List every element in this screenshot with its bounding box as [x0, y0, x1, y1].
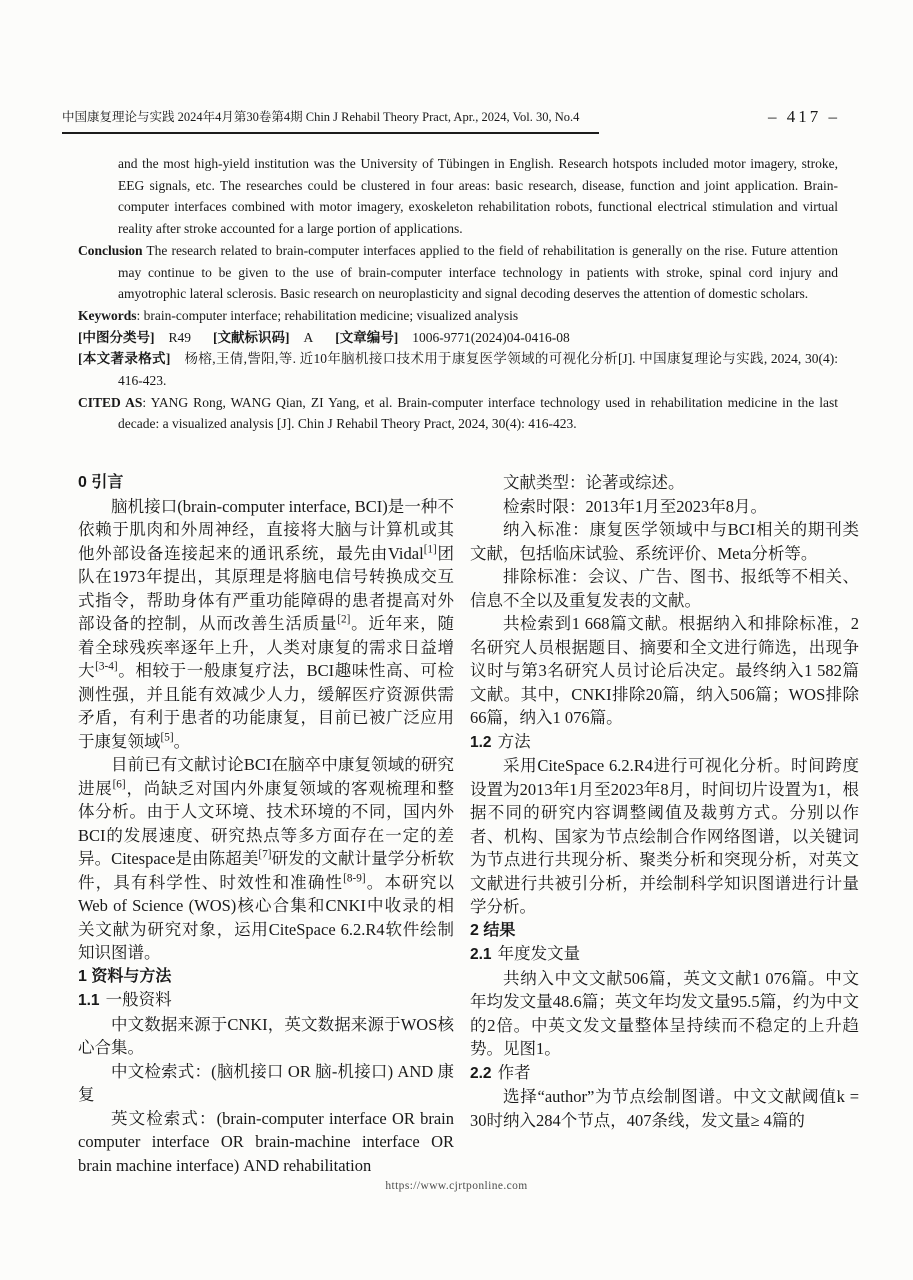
- heading-title: 一般资料: [105, 990, 172, 1009]
- doc-code-value: A: [303, 329, 314, 345]
- keywords-label: Keywords: [78, 307, 137, 323]
- heading-number: 2.2: [470, 1064, 492, 1082]
- heading-title: 作者: [497, 1062, 531, 1082]
- front-matter: [78, 153, 838, 435]
- heading-materials-methods: 1 资料与方法: [78, 967, 172, 985]
- keywords-text: : brain-computer interface; rehabilitation medicine; visualized analysis: [136, 307, 519, 323]
- running-head: [62, 109, 599, 134]
- footer-url: https://www.cjrtponline.com: [385, 1180, 528, 1192]
- intro-paragraph-2: 目前已有文献讨论BCI在脑卒中康复领域的研究进展[6]，尚缺乏对国内外康复领域的客观梳理和整体分析。由于人文环境、技术环境的不同，国内外BCI的发展速度、研究热点等多方面存在一定的差异。Citespace是由陈超美[7]研发的文献计量学分析软件，具有科学性、时效性和准确性[8-9]。本研究以Web of Science (WOS)核心合集和CNKI中收录的相关文献为研究对象，运用CiteSpace 6.2.R4软件绘制知识图谱。: [78, 755, 455, 962]
- citation-cn: [78, 348, 838, 391]
- citation-cn-text: 杨榕,王倩,訾阳,等. 近10年脑机接口技术用于康复医学领域的可视化分析[J]. 中国康复理论与实践, 2024, 30(4): 416-423.: [118, 351, 838, 389]
- article-id-label: [文章编号]: [335, 329, 399, 345]
- citation-en-label: CITED AS: [78, 394, 143, 410]
- heading-title: 方法: [497, 731, 531, 751]
- clc-label: [中图分类号]: [78, 329, 155, 345]
- heading-introduction: 0 引言: [78, 474, 124, 491]
- heading-number: 2.1: [470, 946, 492, 963]
- clc-value: R49: [168, 329, 192, 345]
- timespan-paragraph: 检索时限：2013年1月至2023年8月。: [503, 496, 767, 516]
- conclusion-paragraph: [78, 240, 838, 305]
- citation-en: [78, 392, 838, 435]
- conclusion-label: Conclusion: [78, 242, 143, 258]
- page-number: – 417 –: [768, 107, 840, 126]
- article-id-value: 1006-9771(2024)04-0416-08: [412, 329, 570, 345]
- doc-code-label: [文献标识码]: [213, 329, 290, 345]
- authors-paragraph: 选择“author”为节点绘制图谱。中文文献阈值k = 30时纳入284个节点，407条线，发文量≥ 4篇的: [470, 1087, 859, 1130]
- classification-line: [78, 327, 838, 349]
- chinese-query-paragraph: 中文检索式：(脑机接口 OR 脑-机接口) AND 康复: [78, 1061, 454, 1104]
- inclusion-paragraph: 纳入标准：康复医学领域中与BCI相关的期刊类文献，包括临床试验、系统评价、Meta分析等。: [470, 520, 859, 563]
- abstract-continuation: and the most high-yield institution was the University of Tübingen in English. Research hotspots included motor imagery, stroke, EEG signals, etc. The researches could be clustered in four areas: basic research, disease, function and joint application. Brain-computer interfaces combined with motor imagery, exoskeleton rehabilitation robots, functional electrical stimulation and virtual reality after stroke accounted for a large portion of applications.: [118, 156, 838, 237]
- right-column: [470, 471, 859, 1132]
- citation-en-text: : YANG Rong, WANG Qian, ZI Yang, et al. Brain-computer interface technology used in rehabilitation medicine in the last decade: a visualized analysis [J]. Chin J Rehabil Theory Pract, 2024, 30(4): 416-423.: [118, 394, 838, 432]
- exclusion-paragraph: 排除标准：会议、广告、图书、报纸等不相关、信息不全以及重复发表的文献。: [470, 567, 859, 610]
- heading-authors: [470, 1061, 859, 1086]
- heading-number: 1.1: [78, 992, 100, 1009]
- heading-title: 年度发文量: [497, 944, 581, 963]
- journal-info: 中国康复理论与实践 2024年4月第30卷第4期 Chin J Rehabil Theory Pract, Apr., 2024, Vol. 30, No.4: [62, 110, 580, 124]
- heading-results: 2 结果: [470, 921, 516, 939]
- citation-cn-label: [本文著录格式]: [78, 351, 171, 367]
- heading-number: 1.2: [470, 733, 492, 751]
- heading-annual-output: [470, 942, 859, 967]
- heading-general-data: [78, 988, 454, 1013]
- english-query-paragraph: 英文检索式：(brain-computer interface OR brain computer interface OR brain-machine interface OR brain machine interface) AND rehabilitation: [78, 1108, 454, 1175]
- method-paragraph: 采用CiteSpace 6.2.R4进行可视化分析。时间跨度设置为2013年1月至2023年8月，时间切片设置为1，根据不同的研究内容调整阈值及裁剪方式。分别以作者、机构、国家为节点绘制合作网络图谱，以关键词为节点进行共现分析、聚类分析和突现分析，对英文文献进行共被引分析，并绘制科学知识图谱进行计量学分析。: [470, 756, 859, 916]
- doc-type-paragraph: 文献类型：论著或综述。: [503, 473, 685, 492]
- data-source-paragraph: 中文数据来源于CNKI，英文数据来源于WOS核心合集。: [78, 1014, 454, 1057]
- intro-paragraph-1: 脑机接口(brain-computer interface, BCI)是一种不依赖于肌肉和外周神经，直接将大脑与计算机或其他外部设备连接起来的通讯系统，最先由Vidal[1]团队在1973年提出，其原理是将脑电信号转换成交互式指令，帮助身体有严重功能障碍的患者提高对外部设备的控制，从而改善生活质量[2]。近年来，随着全球残疾率逐年上升，人类对康复的需求日益增大[3-4]。相较于一般康复疗法，BCI趣味性高、可检测性强，并且能有效减少人力，缓解医疗资源供需矛盾，有利于患者的功能康复，目前已被广泛应用于康复领域[5]。: [78, 496, 455, 751]
- annual-output-paragraph: 共纳入中文文献506篇，英文文献1 076篇。中文年均发文量48.6篇；英文年均发文量95.5篇，约为中文的2倍。中英文发文量整体呈持续而不稳定的上升趋势。见图1。: [470, 968, 859, 1058]
- left-column: [78, 471, 454, 1177]
- keywords-line: [78, 305, 838, 327]
- screening-paragraph: 共检索到1 668篇文献。根据纳入和排除标准，2名研究人员根据题目、摘要和全文进行筛选，出现争议时与第3名研究人员讨论后决定。最终纳入1 582篇文献。其中，CNKI排除20篇，纳入506篇；WOS排除66篇，纳入1 076篇。: [470, 614, 859, 727]
- heading-method: [470, 730, 859, 755]
- conclusion-text: The research related to brain-computer interfaces applied to the field of rehabilitation is generally on the rise. Future attention may continue to be given to the use of brain-computer interface technology in patients with stroke, spinal cord injury and amyotrophic lateral sclerosis. Basic research on neuroplasticity and signal decoding deserves the attention of domestic scholars.: [118, 242, 838, 302]
